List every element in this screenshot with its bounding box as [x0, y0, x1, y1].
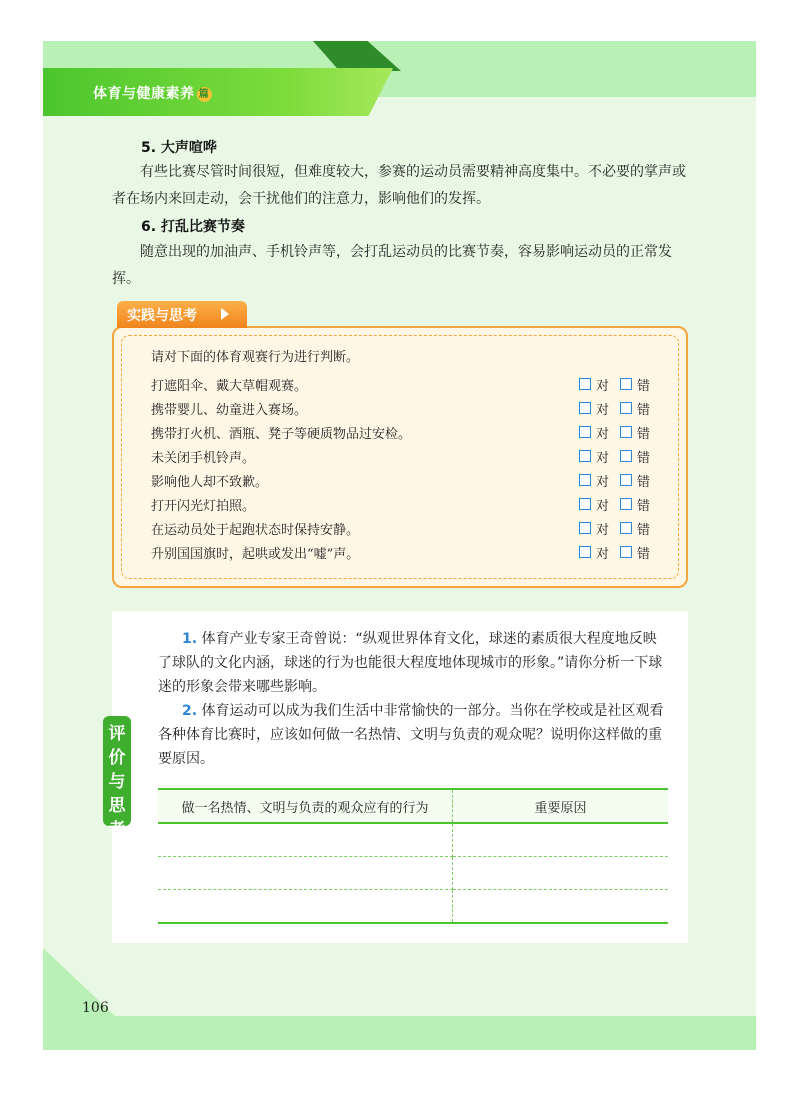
- true-checkbox[interactable]: [579, 450, 591, 462]
- true-checkbox[interactable]: [579, 498, 591, 510]
- table-row: [158, 890, 668, 924]
- answer-cell[interactable]: [453, 857, 669, 890]
- false-checkbox[interactable]: [620, 450, 632, 462]
- false-checkbox[interactable]: [620, 498, 632, 510]
- question-1-number: 1.: [182, 631, 198, 647]
- true-label: 对: [596, 379, 610, 394]
- judgment-item: [151, 543, 661, 563]
- answer-cell[interactable]: [453, 890, 669, 924]
- answer-table-header-reason: 重要原因: [453, 789, 669, 823]
- true-label: 对: [596, 523, 610, 538]
- question-2-text: 体育运动可以成为我们生活中非常愉快的一部分。当你在学校或是社区观看各种体育比赛时，应该如何做一名热情、文明与负责的观众呢？说明你这样做的重要原因。: [158, 703, 664, 767]
- true-checkbox[interactable]: [579, 474, 591, 486]
- false-checkbox[interactable]: [620, 426, 632, 438]
- table-row: [158, 857, 668, 890]
- true-label: 对: [596, 451, 610, 466]
- false-label: 错: [637, 523, 651, 538]
- false-label: 错: [637, 451, 651, 466]
- true-checkbox[interactable]: [579, 402, 591, 414]
- false-label: 错: [637, 547, 651, 562]
- header-badge: 篇: [197, 87, 212, 102]
- judgment-item-text: 未关闭手机铃声。: [151, 451, 256, 466]
- false-label: 错: [637, 379, 651, 394]
- answer-table-header-row: [158, 789, 668, 823]
- true-label: 对: [596, 427, 610, 442]
- table-row: [158, 823, 668, 857]
- false-checkbox[interactable]: [620, 546, 632, 558]
- answer-cell[interactable]: [158, 890, 453, 924]
- answer-cell[interactable]: [158, 857, 453, 890]
- answer-table: [158, 788, 668, 924]
- judgment-item-text: 打遮阳伞、戴大草帽观赛。: [151, 379, 308, 394]
- header-title-text: 体育与健康素养: [93, 86, 195, 102]
- true-label: 对: [596, 475, 610, 490]
- section-text-6: 随意出现的加油声、手机铃声等，会打乱运动员的比赛节奏，容易影响运动员的正常发挥。: [112, 244, 672, 287]
- judgment-item: [151, 375, 661, 395]
- header-title: [93, 83, 212, 103]
- practice-tab: [117, 301, 247, 328]
- false-label: 错: [637, 475, 651, 490]
- true-checkbox[interactable]: [579, 426, 591, 438]
- answer-table-header-behavior: 做一名热情、文明与负责的观众应有的行为: [158, 789, 453, 823]
- section-heading-5: 5. 大声喧哗: [141, 140, 217, 156]
- evaluation-tab: [103, 716, 131, 840]
- true-checkbox[interactable]: [579, 522, 591, 534]
- page-number: 106: [82, 1000, 109, 1016]
- answer-cell[interactable]: [158, 823, 453, 857]
- evaluation-tab-label: 评价与思考: [108, 724, 126, 840]
- question-1: [158, 627, 668, 699]
- question-2-number: 2.: [182, 703, 198, 719]
- true-label: 对: [596, 547, 610, 562]
- judgment-item: [151, 471, 661, 491]
- judgment-item: [151, 519, 661, 539]
- practice-tab-label: 实践与思考: [127, 308, 197, 324]
- judgment-item-text: 在运动员处于起跑状态时保持安静。: [151, 523, 360, 538]
- true-label: 对: [596, 403, 610, 418]
- judgment-item: [151, 495, 661, 515]
- judgment-item-text: 影响他人却不致歉。: [151, 475, 269, 490]
- section-heading-6: 6. 打乱比赛节奏: [141, 219, 245, 235]
- true-label: 对: [596, 499, 610, 514]
- question-1-text: 体育产业专家王奇曾说：“纵观世界体育文化，球迷的素质很大程度地反映了球队的文化内涵，球迷的行为也能很大程度地体现城市的形象。”请你分析一下球迷的形象会带来哪些影响。: [158, 631, 663, 695]
- false-checkbox[interactable]: [620, 522, 632, 534]
- judgment-item: [151, 423, 661, 443]
- judgment-item: [151, 447, 661, 467]
- answer-cell[interactable]: [453, 823, 669, 857]
- false-label: 错: [637, 499, 651, 514]
- play-arrow-icon: [221, 308, 229, 320]
- judgment-item-text: 携带婴儿、幼童进入赛场。: [151, 403, 308, 418]
- false-label: 错: [637, 403, 651, 418]
- false-label: 错: [637, 427, 651, 442]
- judgment-item-text: 升别国国旗时，起哄或发出“嘘”声。: [151, 547, 360, 562]
- section-text-5: 有些比赛尽管时间很短，但难度较大，参赛的运动员需要精神高度集中。不必要的掌声或者在场内来回走动，会干扰他们的注意力，影响他们的发挥。: [112, 164, 686, 207]
- false-checkbox[interactable]: [620, 474, 632, 486]
- true-checkbox[interactable]: [579, 546, 591, 558]
- question-2: [158, 699, 668, 771]
- judgment-item-text: 打开闪光灯拍照。: [151, 499, 256, 514]
- judgment-item-text: 携带打火机、酒瓶、凳子等硬质物品过安检。: [151, 427, 412, 442]
- false-checkbox[interactable]: [620, 378, 632, 390]
- judgment-item: [151, 399, 661, 419]
- footer-stripe: [43, 1016, 756, 1050]
- practice-intro: 请对下面的体育观赛行为进行判断。: [151, 350, 360, 365]
- true-checkbox[interactable]: [579, 378, 591, 390]
- false-checkbox[interactable]: [620, 402, 632, 414]
